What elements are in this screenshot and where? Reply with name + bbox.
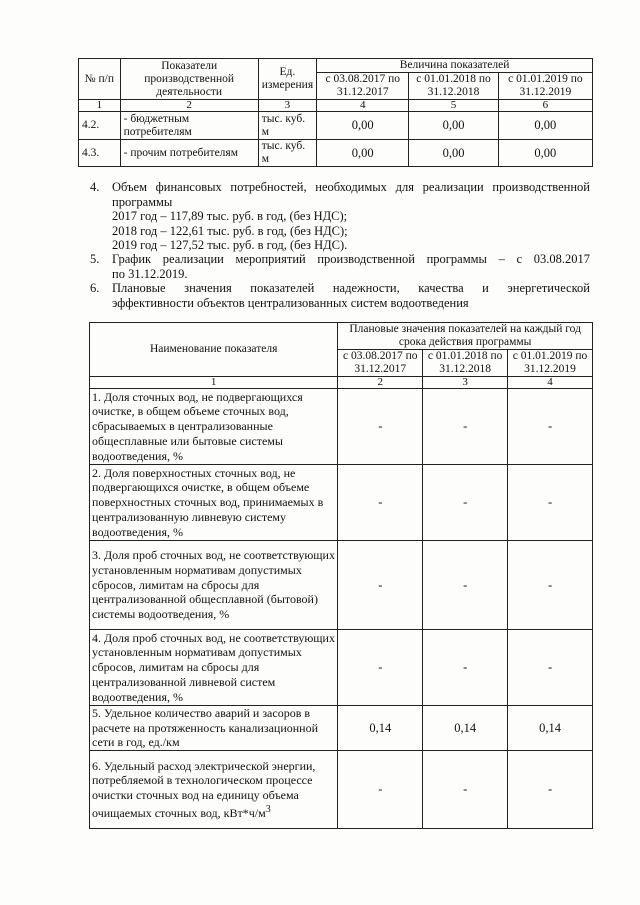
column-number: 1 xyxy=(90,377,338,389)
header-name: Наименование показателя xyxy=(90,323,338,377)
header-values: Плановые значения показателей на каждый год срока действия программы xyxy=(338,323,593,350)
row-value: 0,00 xyxy=(317,140,409,167)
indicator-name-text: 6. Удельный расход электрической энергии, потребляемой в технологическом процессе очистки сточных вод на единицу объема очищаемых сточных вод, кВт*ч/м xyxy=(92,758,316,820)
table-row xyxy=(79,112,593,140)
column-number: 4 xyxy=(508,377,593,389)
column-number: 5 xyxy=(409,100,498,112)
table-row xyxy=(90,465,593,541)
row-name: - бюджетным потребителям xyxy=(120,112,258,140)
header-period: с 01.01.2019 по 31.12.2019 xyxy=(508,350,593,377)
indicator-value: - xyxy=(338,389,423,465)
column-number: 3 xyxy=(423,377,508,389)
section-text: по 31.12.2019. xyxy=(112,266,188,281)
indicator-value: - xyxy=(508,630,593,706)
year-2017-amount: 2017 год – 117,89 тыс. руб. в год, (без НДС); xyxy=(112,209,348,223)
year-2018-amount: 2018 год – 122,61 тыс. руб. в год, (без НДС); xyxy=(112,223,348,238)
row-value: 0,00 xyxy=(409,140,498,167)
section-text: График реализации мероприятий производственной программы – с 03.08.2017 xyxy=(112,252,590,266)
header-period: с 01.01.2018 по 31.12.2018 xyxy=(423,350,508,377)
section-4-financial-needs xyxy=(90,180,590,253)
column-number: 2 xyxy=(338,377,423,389)
header-num: № п/п xyxy=(79,59,121,100)
row-unit: тыс. куб. м xyxy=(258,140,316,167)
header-period: с 03.08.2017 по 31.12.2017 xyxy=(317,73,409,100)
column-number: 6 xyxy=(498,100,592,112)
row-name: - прочим потребителям xyxy=(120,140,258,167)
header-unit: Ед. измерения xyxy=(258,59,316,100)
section-number: 4. xyxy=(90,180,100,194)
row-num: 4.2. xyxy=(79,112,121,140)
row-unit: тыс. куб. м xyxy=(258,112,316,140)
table-row xyxy=(79,140,593,167)
production-indicators-table xyxy=(78,58,593,167)
indicator-value: - xyxy=(423,630,508,706)
table-row xyxy=(90,706,593,751)
indicator-value: - xyxy=(423,541,508,630)
indicator-value: - xyxy=(423,751,508,829)
indicator-value: - xyxy=(338,630,423,706)
row-value: 0,00 xyxy=(409,112,498,140)
indicator-name: 4. Доля проб сточных вод, не соответствующих установленным нормативам допустимых сбросов, лимитам на сбросы для централизованной ливневой систем водоотведения, % xyxy=(90,630,338,706)
indicator-name: 2. Доля поверхностных сточных вод, не подвергающихся очистке, в общем объеме поверхностных сточных вод, принимаемых в централизованную ливневую систему водоотведения, % xyxy=(90,465,338,541)
header-period: с 03.08.2017 по 31.12.2017 xyxy=(338,350,423,377)
header-period: с 01.01.2018 по 31.12.2018 xyxy=(409,73,498,100)
section-number: 6. xyxy=(90,281,100,295)
indicator-value: - xyxy=(423,389,508,465)
section-number: 5. xyxy=(90,252,100,266)
table-row xyxy=(90,751,593,829)
indicator-value: - xyxy=(508,465,593,541)
section-text: Плановые значения показателей надежности, качества и энергетической xyxy=(112,281,590,295)
indicator-value: 0,14 xyxy=(423,706,508,751)
indicator-value: - xyxy=(508,389,593,465)
section-text: программы xyxy=(112,194,173,209)
header-indicator: Показатели производственной деятельности xyxy=(120,59,258,100)
header-values: Величина показателей xyxy=(317,59,593,73)
indicator-name: 1. Доля сточных вод, не подвергающихся очистке, в общем объеме сточных вод, сбрасываемых в централизованные общесплавные или бытовые системы водоотведения, % xyxy=(90,389,338,465)
section-text: Объем финансовых потребностей, необходимых для реализации производственной xyxy=(112,180,590,194)
row-num: 4.3. xyxy=(79,140,121,167)
column-number: 4 xyxy=(317,100,409,112)
indicator-value: - xyxy=(338,751,423,829)
indicator-value: - xyxy=(508,751,593,829)
row-value: 0,00 xyxy=(498,112,592,140)
indicator-name xyxy=(90,751,338,829)
indicator-value: - xyxy=(508,541,593,630)
table-row xyxy=(90,541,593,630)
column-number: 2 xyxy=(120,100,258,112)
unit-superscript: 3 xyxy=(265,803,271,815)
section-5-schedule xyxy=(90,252,590,281)
indicator-name: 3. Доля проб сточных вод, не соответствующих установленным нормативам допустимых сбросов, лимитам на сбросы для централизованной общесплавной (бытовой) системы водоотведения, % xyxy=(90,541,338,630)
header-period: с 01.01.2019 по 31.12.2019 xyxy=(498,73,592,100)
indicator-value: 0,14 xyxy=(338,706,423,751)
table-row xyxy=(90,630,593,706)
column-number: 3 xyxy=(258,100,316,112)
indicator-value: - xyxy=(338,541,423,630)
row-value: 0,00 xyxy=(498,140,592,167)
table-row xyxy=(90,389,593,465)
indicator-value: - xyxy=(423,465,508,541)
column-number: 1 xyxy=(79,100,121,112)
section-text: эффективности объектов централизованных систем водоотведения xyxy=(112,295,469,310)
row-value: 0,00 xyxy=(317,112,409,140)
indicator-value: 0,14 xyxy=(508,706,593,751)
section-6-planned-values xyxy=(90,281,590,310)
indicator-name: 5. Удельное количество аварий и засоров в расчете на протяженность канализационной сети в год, ед./км xyxy=(90,706,338,751)
indicator-value: - xyxy=(338,465,423,541)
year-2019-amount: 2019 год – 127,52 тыс. руб. в год, (без НДС). xyxy=(112,238,348,252)
reliability-indicators-table xyxy=(89,322,593,829)
